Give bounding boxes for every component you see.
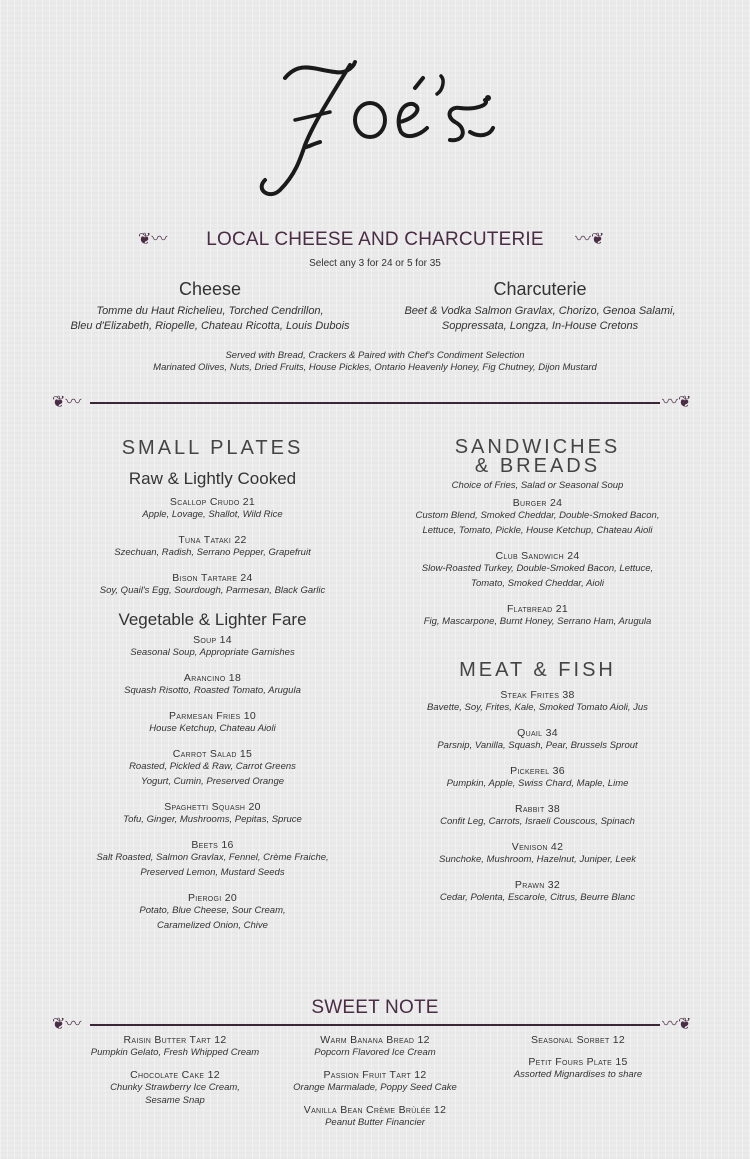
item-description: House Ketchup, Chateau Aioli <box>149 723 276 734</box>
menu-item <box>385 603 690 628</box>
raw-heading: Raw & Lightly Cooked <box>128 469 297 488</box>
small-plates-section <box>60 437 365 945</box>
item-name: Spaghetti Squash 20 <box>164 801 261 813</box>
menu-item <box>385 841 690 866</box>
item-name: Prawn 32 <box>514 879 561 891</box>
flourish-icon: 〰❦ <box>575 231 605 248</box>
item-description: Fig, Mascarpone, Burnt Honey, Serrano Ham, Arugula <box>423 616 652 627</box>
cheese-column <box>40 279 380 334</box>
item-description: Slow-Roasted Turkey, Double-Smoked Bacon, Lettuce, <box>421 563 654 574</box>
item-name: Soup 14 <box>193 634 232 646</box>
flourish-icon: 〰❦ <box>662 1016 692 1033</box>
item-description: Pumpkin Gelato, Fresh Whipped Cream <box>90 1047 260 1058</box>
item-name: Pierogi 20 <box>187 892 238 904</box>
cheese-heading: Cheese <box>178 279 242 299</box>
item-description: Squash Risotto, Roasted Tomato, Arugula <box>124 685 301 696</box>
menu-item <box>60 748 365 788</box>
item-description: Potato, Blue Cheese, Sour Cream, <box>139 905 286 916</box>
item-name: Flatbread 21 <box>506 603 569 615</box>
flourish-icon: 〰❦ <box>662 394 692 411</box>
item-description: Custom Blend, Smoked Cheddar, Double-Smoked Bacon, <box>415 510 660 521</box>
menu-item <box>270 1034 480 1059</box>
item-name: Seasonal Sorbet 12 <box>530 1034 626 1046</box>
sandwiches-title-line2: & BREADS <box>474 455 601 477</box>
menu-item <box>385 803 690 828</box>
item-name: Burger 24 <box>512 497 563 509</box>
charcuterie-list-line2: Soppressata, Longza, In-House Cretons <box>441 320 639 332</box>
item-name: Quail 34 <box>517 727 558 739</box>
item-description: Apple, Lovage, Shallot, Wild Rice <box>142 509 283 520</box>
item-description: Confit Leg, Carrots, Israeli Couscous, Spinach <box>440 816 635 827</box>
menu-item <box>60 892 365 932</box>
dessert-column-1 <box>70 1034 280 1120</box>
item-name: Tuna Tataki 22 <box>178 534 247 546</box>
menu-item <box>385 765 690 790</box>
item-description: Assorted Mignardises to share <box>513 1069 643 1080</box>
served-with-line2: Marinated Olives, Nuts, Dried Fruits, House Pickles, Ontario Heavenly Honey, Fig Chutney, Dijon Mustard <box>153 362 597 373</box>
sweet-note-title: SWEET NOTE <box>311 997 439 1018</box>
item-description: Tofu, Ginger, Mushrooms, Pepitas, Spruce <box>123 814 302 825</box>
item-description: Preserved Lemon, Mustard Seeds <box>140 867 285 878</box>
section-divider <box>90 402 660 404</box>
charcuterie-heading: Charcuterie <box>493 279 587 299</box>
item-name: Raisin Butter Tart 12 <box>123 1034 227 1046</box>
menu-item <box>385 689 690 714</box>
flourish-icon: ❦〰 <box>52 394 82 411</box>
meat-fish-section <box>385 659 690 917</box>
cheese-charcuterie-title: LOCAL CHEESE AND CHARCUTERIE <box>206 229 544 250</box>
charcuterie-column <box>370 279 710 334</box>
item-description: Pumpkin, Apple, Swiss Chard, Maple, Lime <box>446 778 629 789</box>
item-description: Chunky Strawberry Ice Cream, <box>110 1082 240 1093</box>
item-description: Bavette, Soy, Frites, Kale, Smoked Tomato Aioli, Jus <box>427 702 648 713</box>
menu-item <box>70 1034 280 1059</box>
item-description: Popcorn Flavored Ice Cream <box>314 1047 436 1058</box>
flourish-icon: ❦〰 <box>138 231 168 248</box>
item-name: Chocolate Cake 12 <box>130 1069 220 1081</box>
menu-item <box>270 1104 480 1129</box>
menu-item <box>60 534 365 559</box>
menu-item <box>60 672 365 697</box>
item-name: Bison Tartare 24 <box>172 572 253 584</box>
menu-item <box>385 497 690 537</box>
section-divider <box>90 1024 660 1026</box>
item-description: Seasonal Soup, Appropriate Garnishes <box>130 647 295 658</box>
menu-item <box>478 1034 678 1046</box>
item-description: Peanut Butter Financier <box>325 1117 425 1128</box>
item-name: Beets 16 <box>191 839 234 851</box>
vegetable-heading: Vegetable & Lighter Fare <box>118 610 307 629</box>
menu-item <box>270 1069 480 1094</box>
item-name: Club Sandwich 24 <box>495 550 580 562</box>
item-name: Vanilla Bean Crème Brûlée 12 <box>303 1104 447 1116</box>
item-name: Passion Fruit Tart 12 <box>323 1069 427 1081</box>
item-name: Arancino 18 <box>183 672 242 684</box>
item-name: Scallop Crudo 21 <box>169 496 256 508</box>
item-name: Venison 42 <box>511 841 564 853</box>
charcuterie-list-line1: Beet & Vodka Salmon Gravlax, Chorizo, Genoa Salami, <box>404 305 676 317</box>
item-description: Szechuan, Radish, Serrano Pepper, Grapefruit <box>114 547 311 558</box>
item-description: Caramelized Onion, Chive <box>157 920 268 931</box>
item-name: Carrot Salad 15 <box>172 748 253 760</box>
item-name: Pickerel 36 <box>510 765 565 777</box>
sandwiches-section <box>385 438 690 641</box>
item-description: Cedar, Polenta, Escarole, Citrus, Beurre Blanc <box>439 892 636 903</box>
item-name: Warm Banana Bread 12 <box>320 1034 430 1046</box>
item-description: Sunchoke, Mushroom, Hazelnut, Juniper, Leek <box>439 854 636 865</box>
item-description: Lettuce, Tomato, Pickle, House Ketchup, Chateau Aioli <box>422 525 653 536</box>
menu-item <box>60 710 365 735</box>
sandwich-side-choice: Choice of Fries, Salad or Seasonal Soup <box>451 480 624 491</box>
cheese-charcuterie-subtitle: Select any 3 for 24 or 5 for 35 <box>309 258 441 269</box>
item-name: Steak Frites 38 <box>500 689 575 701</box>
item-description: Salt Roasted, Salmon Gravlax, Fennel, Crème Fraiche, <box>96 852 329 863</box>
item-name: Rabbit 38 <box>514 803 561 815</box>
menu-item <box>478 1056 678 1081</box>
dessert-column-3 <box>478 1034 678 1094</box>
flourish-icon: ❦〰 <box>52 1016 82 1033</box>
menu-item <box>70 1069 280 1107</box>
served-with-line1: Served with Bread, Crackers & Paired with Chef's Condiment Selection <box>225 350 525 361</box>
item-description: Roasted, Pickled & Raw, Carrot Greens <box>129 761 296 772</box>
menu-item <box>60 496 365 521</box>
menu-item <box>60 801 365 826</box>
item-description: Orange Marmalade, Poppy Seed Cake <box>293 1082 457 1093</box>
sandwiches-title-line1: SANDWICHES <box>454 436 621 458</box>
menu-item <box>60 572 365 597</box>
item-description: Yogurt, Cumin, Preserved Orange <box>140 776 285 787</box>
dessert-column-2 <box>270 1034 480 1142</box>
cheese-list-line2: Bleu d'Elizabeth, Riopelle, Chateau Ricotta, Louis Dubois <box>70 320 350 332</box>
menu-item <box>385 550 690 590</box>
menu-item <box>385 727 690 752</box>
menu-item <box>60 839 365 879</box>
restaurant-logo <box>0 50 750 200</box>
item-description: Tomato, Smoked Cheddar, Aioli <box>471 578 604 589</box>
item-description: Sesame Snap <box>145 1095 205 1106</box>
item-name: Parmesan Fries 10 <box>169 710 256 722</box>
logo-script-icon <box>245 50 505 200</box>
meat-fish-title: MEAT & FISH <box>459 659 616 681</box>
item-name: Petit Fours Plate 15 <box>528 1056 628 1068</box>
menu-item <box>60 634 365 659</box>
small-plates-title: SMALL PLATES <box>121 437 304 459</box>
item-description: Parsnip, Vanilla, Squash, Pear, Brussels Sprout <box>437 740 638 751</box>
item-description: Soy, Quail's Egg, Sourdough, Parmesan, Black Garlic <box>99 585 326 596</box>
menu-item <box>385 879 690 904</box>
cheese-list-line1: Tomme du Haut Richelieu, Torched Cendrillon, <box>96 305 324 317</box>
